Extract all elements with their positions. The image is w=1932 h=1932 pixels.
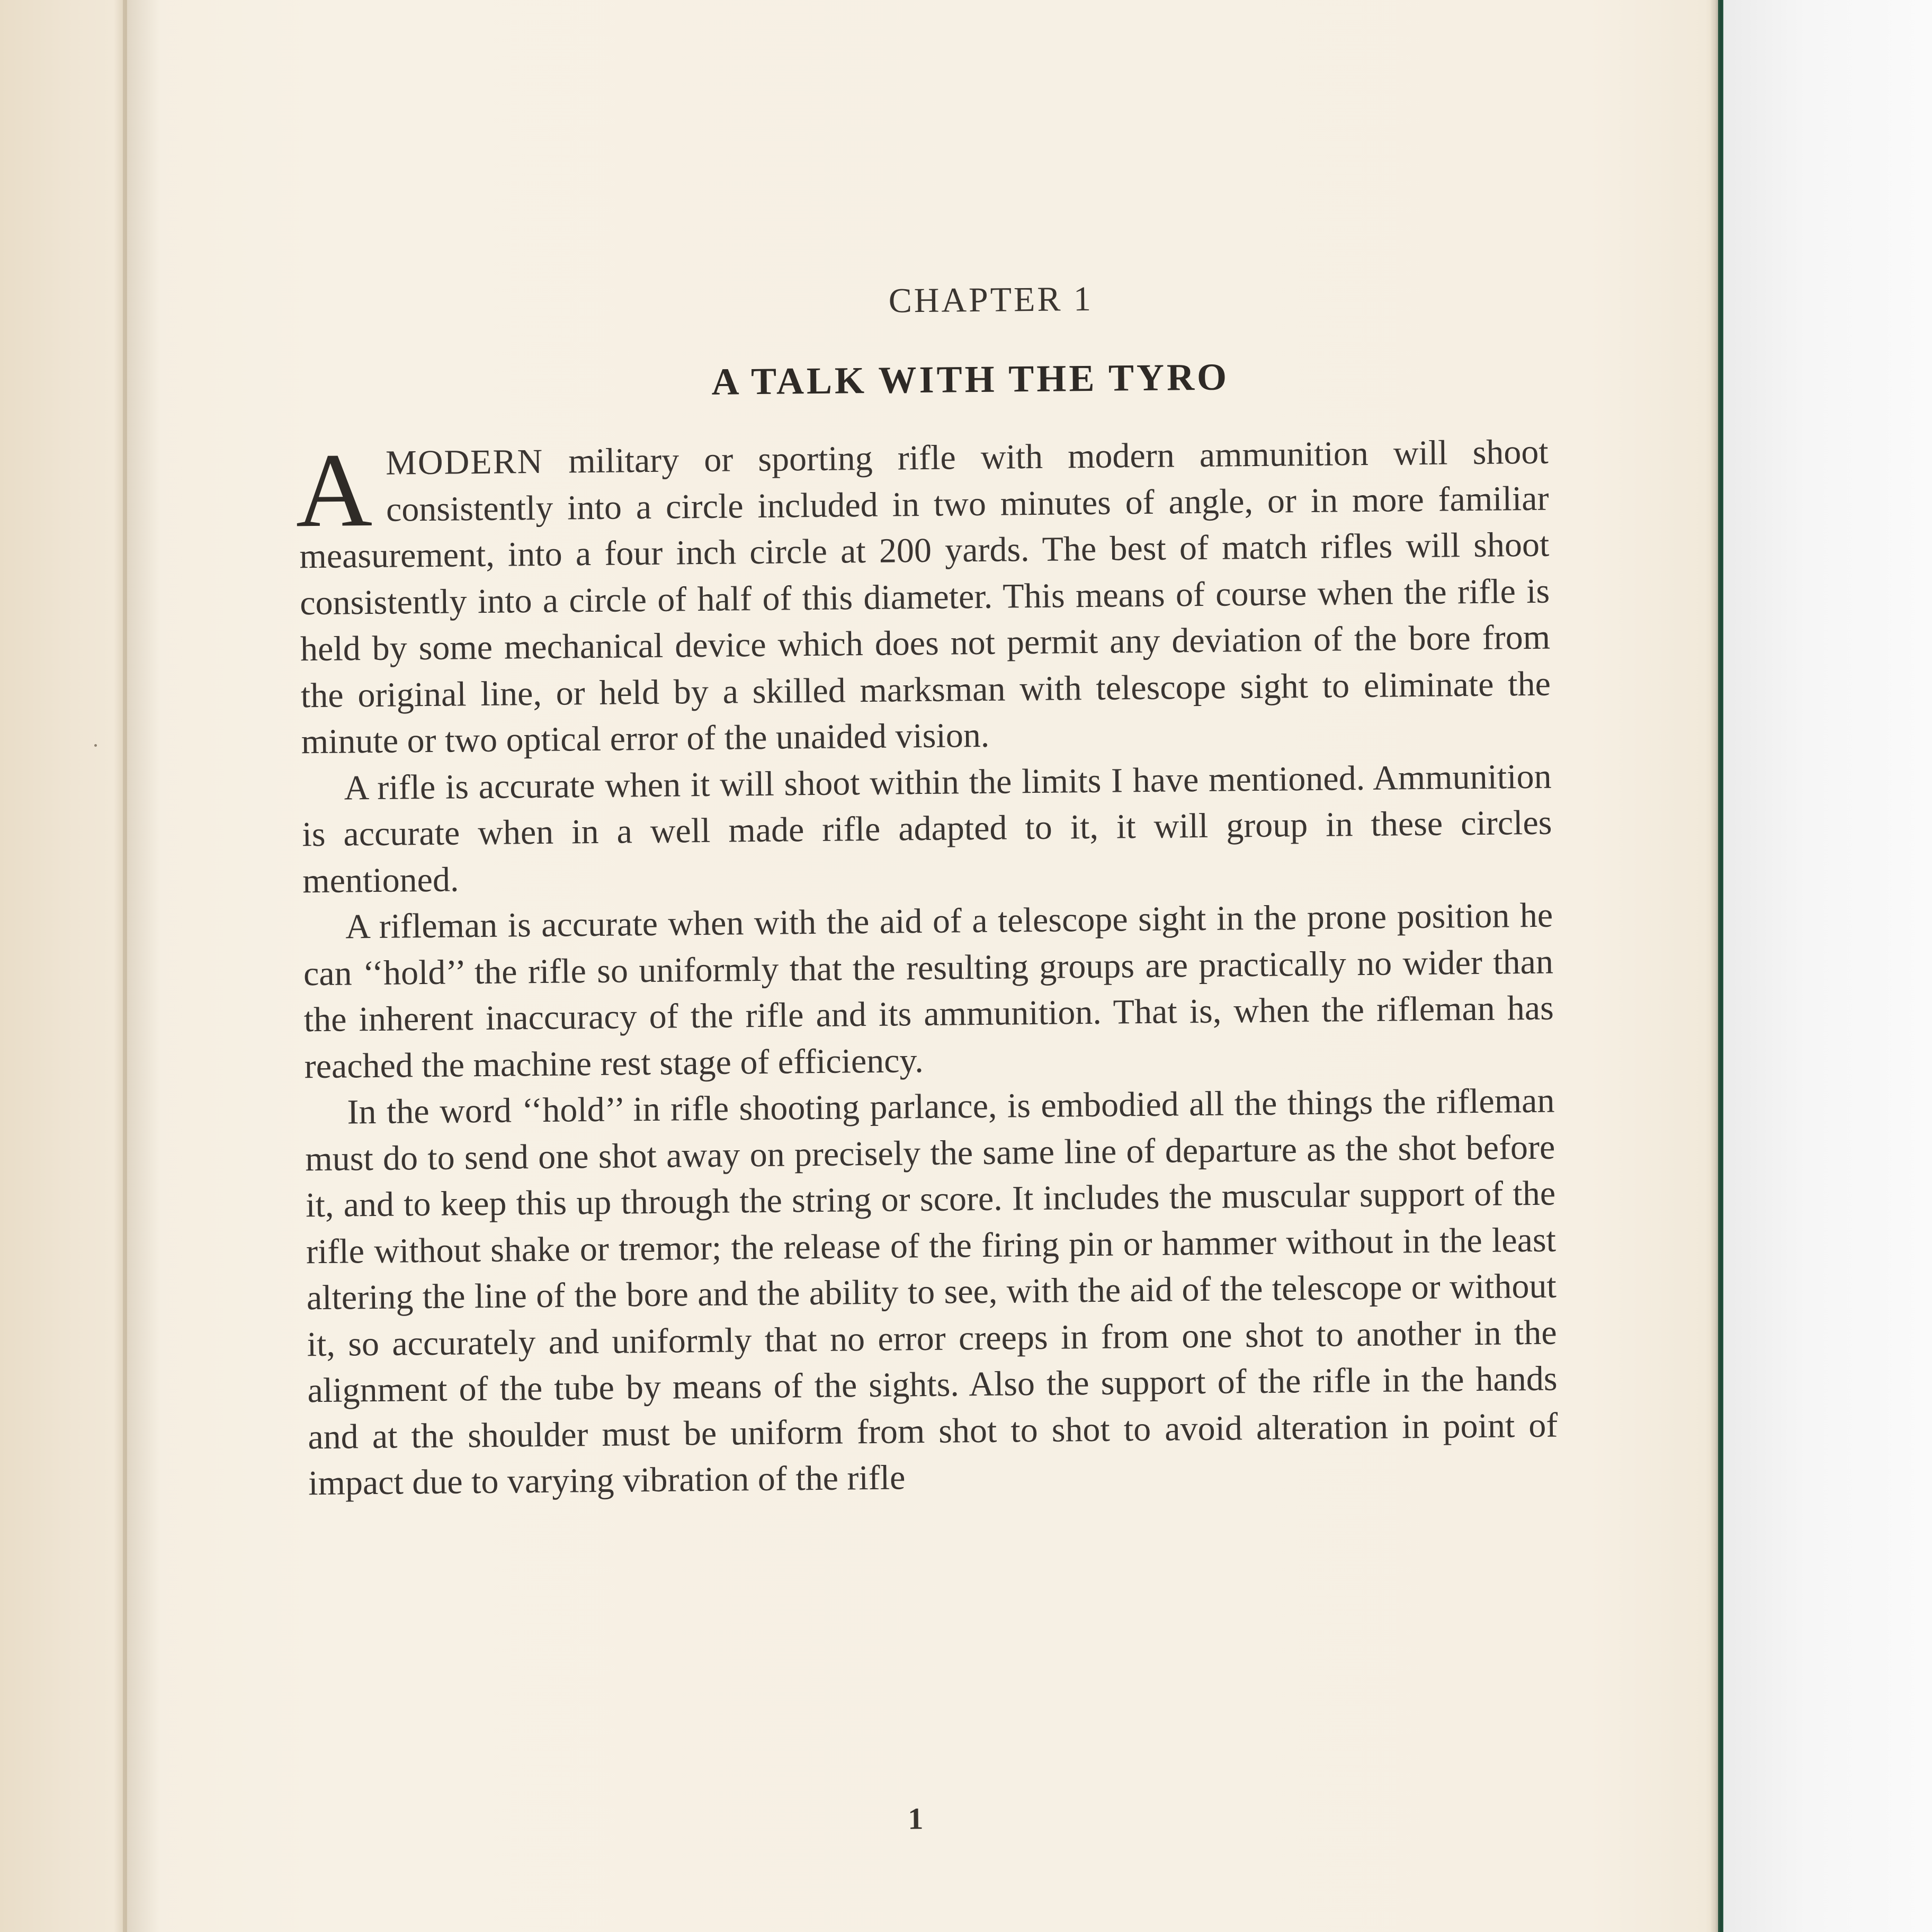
book-cover-edge (1718, 0, 1723, 1932)
paper-speck (94, 744, 97, 747)
paragraph-lead-word: MODERN (385, 442, 544, 482)
paragraph-3: A rifleman is accurate when with the aid of a telescope sight in the prone position he can ‘‘hold’’ the rifle so uniformly that the resulting groups are practically no wider than the inherent inaccuracy of the rifle and its ammunition. That is, when the rifleman has reached the machine rest stage of efficiency. (303, 896, 1554, 1086)
background-surface (1723, 0, 1932, 1932)
paragraph-4: In the word ‘‘hold’’ in rifle shooting parlance, is embodied all the things the rifleman must do to send one shot away on precisely the same line of departure as the shot before it, and to keep this up through the string or score. It includes the muscular support of the rifle without shake or tremor; the release of the firing pin or hammer without in the least altering the line of the bore and the ability to see, with the aid of the telescope or without it, so accurately and uniformly that no error creeps in from one shot to another in the alignment of the tube by means of the sights. Also the support of the rifle in the hands and at the shoulder must be uniform from shot to shot to avoid alteration in point of impact due to varying vibration of the rifle (305, 1081, 1558, 1503)
left-page-edge (0, 0, 127, 1932)
paragraph-1-text: military or sporting rifle with modern ammunition will shoot consistently into a circle included in two minutes of angle, or in more familiar measurement, into a four inch circle at 200 yards. The best of match rifles will shoot consistently into a circle of half of this diameter. This means of course when the rifle is held by some mechanical device which does not permit any deviation of the bore from the original line, or held by a skilled marksman with telescope sight to eliminate the minute or two optical error of the unaided vision. (299, 432, 1551, 762)
paragraph-2: A rifle is accurate when it will shoot within the limits I have mentioned. Ammunition is accurate when in a well made rifle adapted to it, it will group in these circles mentioned. (302, 757, 1552, 900)
body-text (295, 429, 1558, 1507)
paragraph-1 (295, 429, 1551, 765)
chapter-label: CHAPTER 1 (888, 279, 1094, 320)
page-stack-edge (1711, 0, 1718, 1932)
page-number: 1 (908, 1801, 924, 1836)
gutter-shadow (123, 0, 160, 1932)
book-page (297, 248, 1562, 1871)
chapter-title: A TALK WITH THE TYRO (711, 355, 1230, 403)
drop-cap: A (295, 431, 373, 550)
